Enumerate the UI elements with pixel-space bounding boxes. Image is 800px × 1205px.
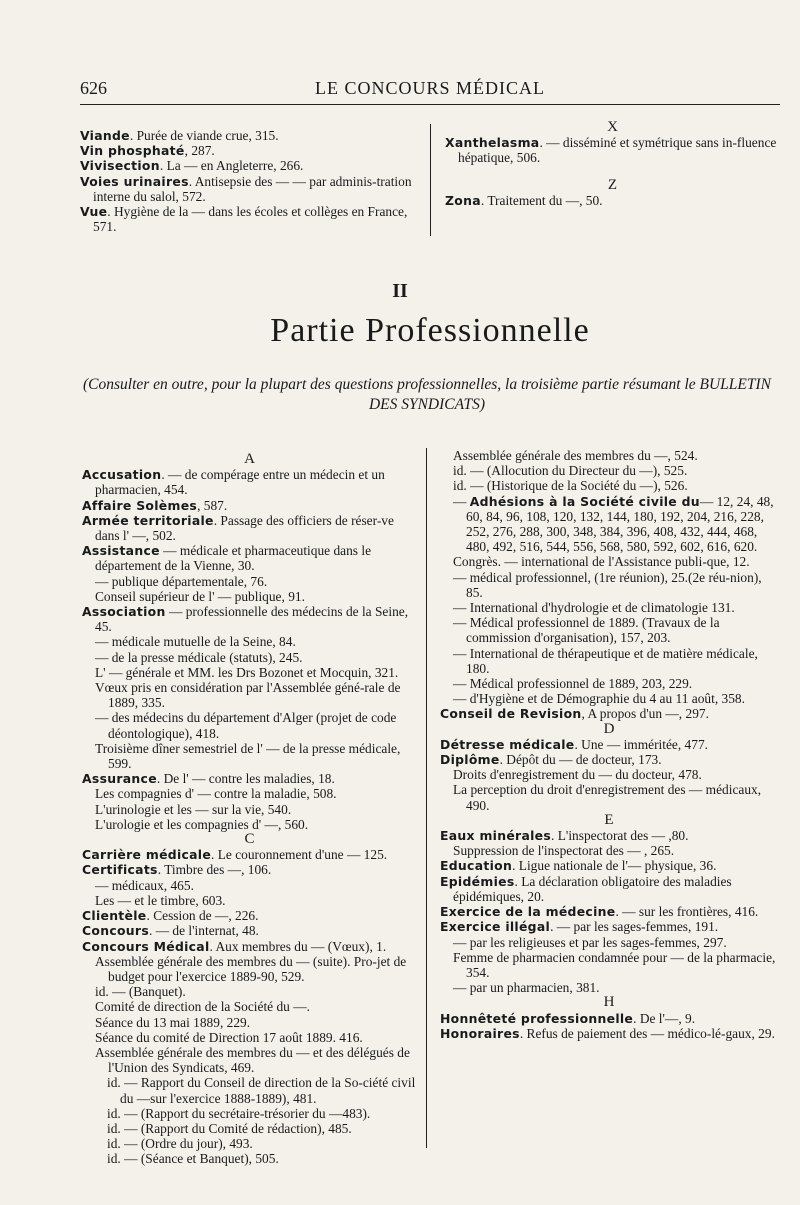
entry-dash: — [453, 493, 470, 509]
index-subentry: — médicale mutuelle de la Seine, 84. [95, 634, 296, 650]
entry-term: Armée territoriale [82, 512, 214, 528]
index-subentry: Troisième dîner semestriel de l' — de la presse médicale, 599. [95, 740, 401, 772]
index-subentry: Congrès. — international de l'Assistance publi-que, 12. [453, 554, 750, 570]
entry-text: . De l' — contre les maladies, 18. [156, 771, 335, 787]
entry-text: , A propos d'un —, 297. [581, 706, 709, 722]
entry-term: Exercice illégal [440, 919, 551, 935]
entry-term: Association [82, 604, 166, 620]
index-subentry: L' — générale et MM. les Drs Bozonet et Mocquin, 321. [95, 664, 399, 680]
entry-term: Viande [80, 128, 130, 143]
entry-text: . Le couronnement d'une — 125. [211, 847, 388, 863]
index-subentry: L'urologie et les compagnies d' —, 560. [95, 816, 309, 832]
index-subentry: Suppression de l'inspectorat des — , 265. [453, 843, 675, 859]
entry-text: , 587. [197, 497, 228, 513]
index-subentry: — de la presse médicale (statuts), 245. [95, 649, 303, 665]
index-entry [80, 128, 418, 143]
section-note: (Consulter en outre, pour la plupart des questions professionnelles, la troisième partie résumant le BULLETIN DES SYNDICATS) [82, 376, 771, 413]
index-entry [82, 604, 417, 634]
entry-term: Adhésions à la Société civile du [469, 493, 700, 509]
index-subentry: id. — Rapport du Conseil de direction de la So-ciété civil du —sur l'exercice 1888-1889), 481. [107, 1075, 416, 1106]
entry-text: . — de l'internat, 48. [149, 923, 259, 939]
index-entry [440, 737, 778, 752]
index-subentry: Assemblée générale des membres du —, 524. [453, 448, 698, 463]
entry-term: Certificats [82, 862, 158, 878]
index-subentry: — Médical professionnel de 1889. (Travaux de la commission d'organisation), 157, 203. [453, 615, 720, 646]
entry-term: Xanthelasma [445, 135, 540, 151]
page-number: 626 [80, 78, 107, 98]
index-entry [80, 204, 418, 234]
index-right-column [440, 448, 778, 1041]
index-top-left-column [80, 128, 418, 234]
entry-text: . Ligue nationale de l'— physique, 36. [512, 858, 717, 874]
index-subentry: — publique départementale, 76. [95, 573, 268, 589]
letter-heading: E [604, 811, 614, 828]
entry-text: . Hygiène de la — dans les écoles et collèges en France, 571. [93, 204, 408, 235]
index-entry [440, 874, 778, 904]
entry-term: Assurance [82, 771, 157, 787]
index-subentry: Femme de pharmacien condamnée pour — de la pharmacie, 354. [453, 949, 776, 980]
entry-term: Voies urinaires [80, 173, 189, 189]
entry-term: Honnêteté professionnelle [440, 1010, 634, 1026]
entry-text: . Une — imméritée, 477. [574, 736, 708, 752]
index-entry [82, 467, 417, 497]
running-header [80, 78, 780, 104]
entry-term: Détresse médicale [440, 736, 575, 752]
entry-term: Epidémies [440, 873, 515, 889]
index-subentry: id. — (Rapport du secrétaire-trésorier du —483). [107, 1105, 371, 1121]
section-number: II [392, 280, 408, 302]
entry-text: . Dépôt du — de docteur, 173. [499, 752, 662, 768]
entry-term: Conseil de Revision [440, 706, 582, 722]
index-entry [445, 135, 780, 165]
index-entry [440, 752, 778, 767]
index-entry [440, 904, 778, 919]
index-subentry: — médicaux, 465. [95, 877, 194, 893]
index-entry [82, 862, 417, 877]
index-entry [440, 1026, 778, 1041]
index-subentry: id. — (Séance et Banquet), 505. [107, 1151, 279, 1167]
letter-heading-x: X [607, 119, 618, 135]
section-title: Partie Professionnelle [270, 312, 590, 349]
index-subentry: Assemblée générale des membres du — (suite). Pro-jet de budget pour l'exercice 1889-90, 529. [95, 953, 407, 984]
index-subentry: Droits d'enregistrement du — du docteur, 478. [453, 767, 702, 783]
index-entry [82, 771, 417, 786]
journal-title: LE CONCOURS MÉDICAL [314, 78, 545, 98]
entry-text: . Refus de paiement des — médico-lé-gaux, 29. [519, 1025, 775, 1041]
entry-text: . — disséminé et symétrique sans in-fluence hépatique, 506. [458, 135, 777, 166]
index-subentry: L'urinologie et les — sur la vie, 540. [95, 801, 292, 817]
entry-term: Vin phosphaté [80, 143, 185, 159]
index-entry [80, 174, 418, 204]
letter-heading: C [244, 831, 255, 848]
index-entry [80, 158, 418, 173]
entry-text: . L'inspectorat des — ,80. [551, 828, 689, 844]
index-subentry: — par les religieuses et par les sages-femmes, 297. [453, 934, 727, 950]
index-entry [82, 923, 417, 938]
index-subentry: La perception du droit d'enregistrement des — médicaux, 490. [453, 782, 762, 813]
entry-term: Eaux minérales [440, 828, 552, 844]
entry-text: . De l'—, 9. [633, 1010, 696, 1026]
entry-text: . Aux membres du — (Vœux), 1. [209, 938, 387, 954]
entry-text: . Traitement du —, 50. [480, 192, 603, 208]
entry-term: Carrière médicale [82, 847, 212, 863]
index-subentry: — International de thérapeutique et de matière médicale, 180. [453, 645, 758, 676]
index-entry [82, 908, 417, 923]
entry-text: . La déclaration obligatoire des maladies épidémiques, 20. [453, 873, 732, 904]
index-subentry: Vœux pris en considération par l'Assemblée géné-rale de 1889, 335. [95, 680, 401, 711]
index-subentry: — par un pharmacien, 381. [453, 980, 600, 996]
index-subentry: id. — (Allocution du Directeur du —), 525. [453, 463, 688, 479]
index-subentry: Séance du comité de Direction 17 août 1889. 416. [95, 1029, 363, 1045]
entry-text: . La — en Angleterre, 266. [159, 158, 304, 174]
entry-text: . Timbre des —, 106. [157, 862, 272, 878]
index-subentry: Séance du 13 mai 1889, 229. [95, 1014, 251, 1030]
letter-heading-z: Z [607, 176, 618, 193]
index-subentry: Les — et le timbre, 603. [95, 892, 226, 908]
index-subentry: Les compagnies d' — contre la maladie, 508. [95, 786, 337, 802]
entry-term: Affaire Solèmes [82, 497, 198, 513]
index-subentry: id. — (Banquet). [95, 984, 186, 1000]
index-entry [440, 828, 778, 843]
entry-text: . Antisepsie des — — par adminis-tration interne du salol, 572. [93, 173, 412, 204]
index-entry [440, 858, 778, 873]
entry-text: — 12, 24, 48, 60, 84, 96, 108, 120, 132, 144, 180, 192, 204, 216, 228, 252, 276, 288, 300, 348, 384, 396, 408, 432, 444, 468, 480, 492, 516, 544, 556, 568, 580, 592, 602, 616, 620. [466, 493, 774, 555]
letter-heading: H [603, 994, 615, 1011]
header-rule [80, 104, 780, 105]
entry-term: Vue [80, 204, 108, 220]
index-entry [440, 706, 778, 721]
entry-text: . Cession de —, 226. [146, 908, 259, 924]
entry-term: Accusation [82, 467, 162, 483]
index-subentry: — International d'hydrologie et de climatologie 131. [453, 600, 735, 616]
index-subentry: id. — (Ordre du jour), 493. [107, 1136, 253, 1152]
entry-text: — médicale et pharmaceutique dans le département de la Vienne, 30. [95, 543, 372, 574]
entry-term: Education [440, 858, 513, 874]
entry-term: Clientèle [82, 908, 147, 924]
entry-term: Concours [82, 923, 149, 939]
entry-term: Assistance [82, 543, 160, 559]
index-entry [82, 498, 417, 513]
entry-term: Concours Médical [82, 938, 210, 954]
letter-heading: A [244, 451, 255, 467]
index-entry [82, 513, 417, 543]
index-subentry: — Médical professionnel de 1889, 203, 229. [453, 676, 693, 692]
index-entry [82, 847, 417, 862]
index-subentry: id. — (Historique de la Société du —), 526. [453, 478, 688, 494]
entry-term: Honoraires [440, 1025, 520, 1041]
index-subentry: Assemblée générale des membres du — et des délégués de l'Union des Syndicats, 469. [95, 1044, 410, 1076]
index-entry [440, 1011, 778, 1026]
index-subentry: — d'Hygiène et de Démographie du 4 au 11 août, 358. [453, 691, 745, 707]
index-entry [82, 543, 417, 573]
index-subentry: — des médecins du département d'Alger (projet de code déontologique), 418. [95, 710, 397, 741]
index-entry [82, 939, 417, 954]
index-entry [440, 494, 778, 555]
index-entry [445, 193, 780, 208]
letter-heading: D [603, 720, 615, 737]
index-top-right-column [445, 120, 780, 208]
entry-text: . — par les sages-femmes, 191. [550, 919, 719, 935]
entry-term: Zona [445, 192, 481, 208]
entry-text: — professionnelle des médecins de la Seine, 45. [95, 604, 409, 635]
entry-term: Vivisection [80, 158, 160, 174]
entry-text: . — de compérage entre un médecin et un pharmacien, 454. [95, 467, 385, 498]
index-subentry: Comité de direction de la Société du —. [95, 999, 310, 1015]
index-left-column [82, 452, 417, 1167]
index-subentry: id. — (Rapport du Comité de rédaction), 485. [107, 1120, 352, 1136]
index-subentry: Conseil supérieur de l' — publique, 91. [95, 588, 305, 604]
entry-text: . Purée de viande crue, 315. [129, 128, 279, 143]
entry-term: Exercice de la médecine [440, 904, 616, 920]
entry-term: Diplôme [440, 752, 500, 768]
top-column-divider [430, 124, 431, 236]
index-entry [440, 919, 778, 934]
index-subentry: — médical professionnel, (1re réunion), 25.(2e réu-nion), 85. [453, 569, 762, 600]
entry-text: . Passage des officiers de réser-ve dans l' —, 502. [95, 512, 394, 544]
column-divider [426, 448, 427, 1148]
entry-text: , 287. [184, 143, 215, 159]
index-entry [80, 143, 418, 158]
entry-text: . — sur les frontières, 416. [615, 904, 759, 920]
